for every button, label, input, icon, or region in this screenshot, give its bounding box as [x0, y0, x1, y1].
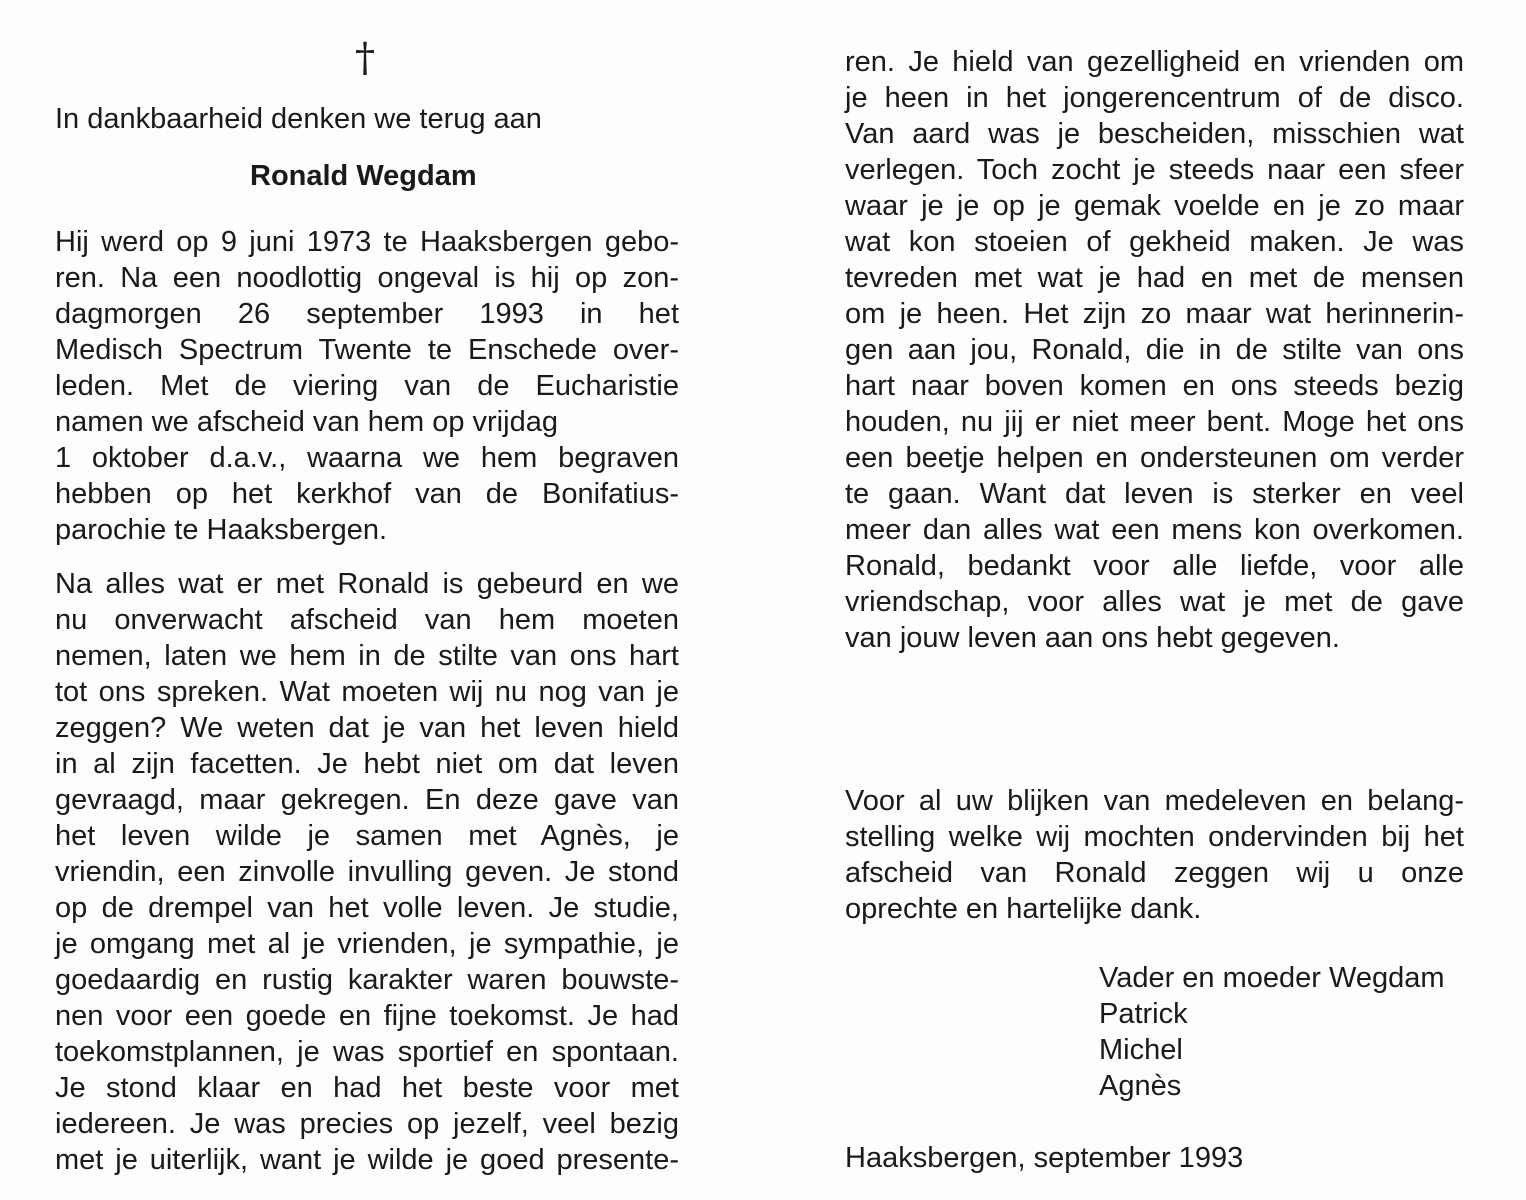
deceased-name: Ronald Wegdam	[250, 160, 477, 192]
left-p2-line: met je uiterlijk, want je wilde je goed presente-	[55, 1144, 679, 1176]
right-p1-line: Van aard was je bescheiden, misschien wat	[845, 118, 1464, 150]
left-p1-line: ren. Na een noodlottig ongeval is hij op zon-	[55, 262, 679, 294]
right-p1-line: je heen in het jongerencentrum of de disco.	[845, 82, 1464, 114]
left-p2-line: gevraagd, maar gekregen. En deze gave van	[55, 784, 679, 816]
cross-icon: †	[355, 35, 375, 81]
left-p2-line: goedaardig en rustig karakter waren bouwste-	[55, 964, 679, 996]
thanks-line: stelling welke wij mochten ondervinden bij het	[845, 821, 1464, 853]
place-date: Haaksbergen, september 1993	[845, 1142, 1244, 1174]
left-p2-line: nemen, laten we hem in de stilte van ons hart	[55, 640, 679, 672]
left-p1-line: dagmorgen 26 september 1993 in het	[55, 298, 679, 330]
right-p1-line: een beetje helpen en ondersteunen om verder	[845, 442, 1464, 474]
left-p1-line: leden. Met de viering van de Eucharistie	[55, 370, 679, 402]
right-p1-line: waar je je op je gemak voelde en je zo maar	[845, 190, 1464, 222]
right-p1-line: verlegen. Toch zocht je steeds naar een sfeer	[845, 154, 1464, 186]
left-p1-line: 1 oktober d.a.v., waarna we hem begraven	[55, 442, 679, 474]
left-p1-line: hebben op het kerkhof van de Bonifatius-	[55, 478, 679, 510]
right-p1-line: hart naar boven komen en ons steeds bezig	[845, 370, 1464, 402]
left-p2-line: Na alles wat er met Ronald is gebeurd en we	[55, 568, 679, 600]
left-p2-line: zeggen? We weten dat je van het leven hield	[55, 712, 679, 744]
left-p2-line: nen voor een goede en fijne toekomst. Je had	[55, 1000, 679, 1032]
right-p1-line: ren. Je hield van gezelligheid en vrienden om	[845, 46, 1464, 78]
right-p1-line: te gaan. Want dat leven is sterker en veel	[845, 478, 1464, 510]
left-p1-line: namen we afscheid van hem op vrijdag	[55, 406, 558, 438]
right-p1-line: om je heen. Het zijn zo maar wat herinnerin-	[845, 298, 1464, 330]
left-p2-line: je omgang met al je vrienden, je sympathie, je	[55, 928, 679, 960]
signature-line: Michel	[1099, 1034, 1183, 1066]
left-p2-line: het leven wilde je samen met Agnès, je	[55, 820, 679, 852]
right-p1-line: vriendschap, voor alles wat je met de gave	[845, 586, 1464, 618]
thanks-line: Voor al uw blijken van medeleven en belang-	[845, 785, 1464, 817]
right-p1-line: gen aan jou, Ronald, die in de stilte van ons	[845, 334, 1464, 366]
left-p2-line: tot ons spreken. Wat moeten wij nu nog van je	[55, 676, 679, 708]
signature-line: Patrick	[1099, 998, 1188, 1030]
right-p1-line: meer dan alles wat een mens kon overkomen.	[845, 514, 1464, 546]
left-p2-line: vriendin, een zinvolle invulling geven. Je stond	[55, 856, 679, 888]
right-p1-line: Ronald, bedankt voor alle liefde, voor alle	[845, 550, 1464, 582]
signature-line: Agnès	[1099, 1070, 1182, 1102]
left-p2-line: in al zijn facetten. Je hebt niet om dat leven	[55, 748, 679, 780]
left-p1-line: Medisch Spectrum Twente te Enschede over-	[55, 334, 679, 366]
left-p2-line: op de drempel van het volle leven. Je studie,	[55, 892, 679, 924]
left-p1-line: parochie te Haaksbergen.	[55, 514, 388, 546]
right-p1-line: van jouw leven aan ons hebt gegeven.	[845, 622, 1340, 654]
thanks-line: oprechte en hartelijke dank.	[845, 893, 1202, 925]
right-p1-line: tevreden met wat je had en met de mensen	[845, 262, 1464, 294]
left-p2-line: Je stond klaar en had het beste voor met	[55, 1072, 679, 1104]
left-p2-line: toekomstplannen, je was sportief en spontaan.	[55, 1036, 679, 1068]
signature-line: Vader en moeder Wegdam	[1099, 962, 1445, 994]
left-p2-line: nu onverwacht afscheid van hem moeten	[55, 604, 679, 636]
intro-text: In dankbaarheid denken we terug aan	[55, 103, 542, 135]
right-p1-line: wat kon stoeien of gekheid maken. Je was	[845, 226, 1464, 258]
left-p1-line: Hij werd op 9 juni 1973 te Haaksbergen gebo-	[55, 226, 679, 258]
thanks-line: afscheid van Ronald zeggen wij u onze	[845, 857, 1464, 889]
right-p1-line: houden, nu jij er niet meer bent. Moge het ons	[845, 406, 1464, 438]
left-p2-line: iedereen. Je was precies op jezelf, veel bezig	[55, 1108, 679, 1140]
